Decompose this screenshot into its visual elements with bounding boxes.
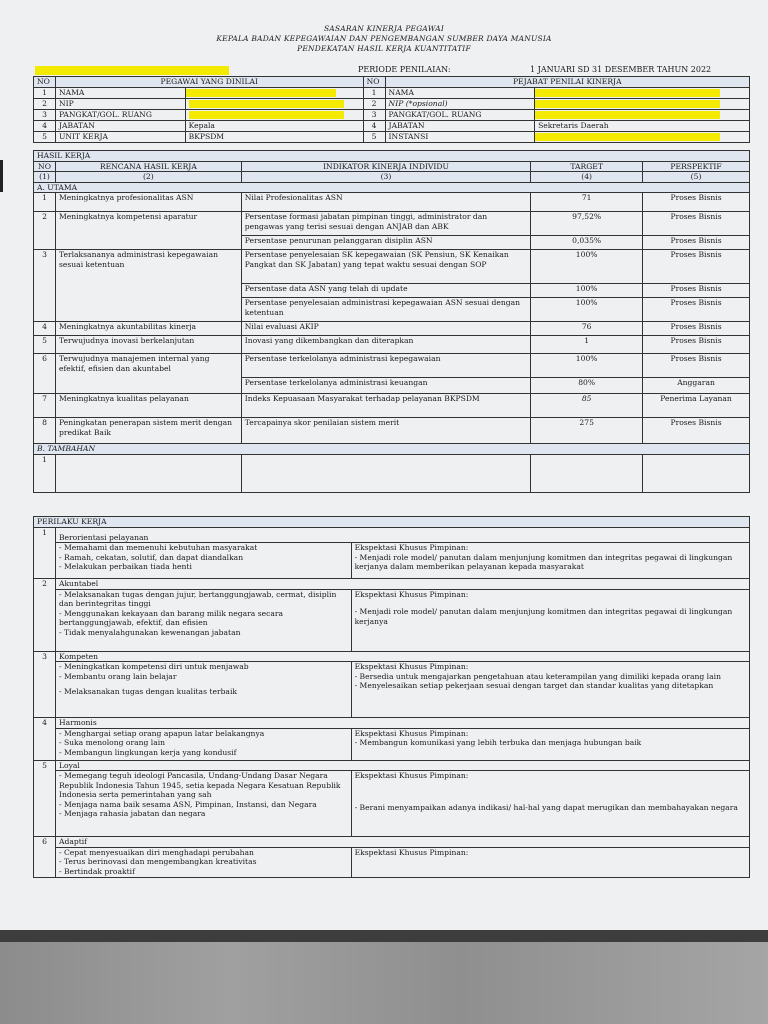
item-perspektif: Proses Bisnis xyxy=(643,250,750,284)
pejabat-value xyxy=(535,110,750,121)
scan-edge-mark xyxy=(0,160,3,192)
item-perspektif: Proses Bisnis xyxy=(643,193,750,212)
pejabat-label: JABATAN xyxy=(385,121,535,132)
perilaku-name: Harmonis xyxy=(55,718,749,729)
item-target: 71 xyxy=(531,193,643,212)
perilaku-point: - Suka menolong orang lain xyxy=(58,738,166,747)
item-perspektif: Penerima Layanan xyxy=(643,394,750,418)
item-target: 85 xyxy=(531,394,643,418)
perilaku-name: Kompeten xyxy=(55,651,749,662)
item-indikator: Inovasi yang dikembangkan dan diterapkan xyxy=(241,336,531,354)
item-target: 0,035% xyxy=(531,236,643,250)
ekspektasi-text: - Menjadi role model/ panutan dalam menjunjung komitmen dan integritas pegawai di lingkungan kerjanya dalam memberikan pelayanan kepada masyarakat xyxy=(354,552,733,571)
pejabat-title: PEJABAT PENILAI KINERJA xyxy=(385,77,749,88)
ekspektasi-label: Ekspektasi Khusus Pimpinan: xyxy=(354,589,469,599)
pejabat-label: NAMA xyxy=(385,88,535,99)
item-rencana: Terlaksananya administrasi kepegawaian sesuai ketentuan xyxy=(55,250,241,322)
col-header-perspektif: PERSPEKTIF xyxy=(643,161,750,172)
perilaku-no: 4 xyxy=(34,718,56,761)
item-perspektif: Proses Bisnis xyxy=(643,212,750,236)
item-perspektif: Anggaran xyxy=(643,378,750,394)
perilaku-ekspektasi xyxy=(351,589,749,651)
item-indikator: Nilai Profesionalitas ASN xyxy=(241,193,531,212)
item-no: 1 xyxy=(34,193,56,212)
row-no: 2 xyxy=(363,99,385,110)
highlight-redacted xyxy=(35,66,229,75)
item-target: 100% xyxy=(531,354,643,378)
perilaku-points xyxy=(55,589,351,651)
col-header-no: NO xyxy=(34,161,56,172)
pejabat-value xyxy=(535,99,750,110)
pejabat-value xyxy=(535,88,750,99)
tambahan-indikator xyxy=(241,454,531,492)
doc-approach: PENDEKATAN HASIL KERJA KUANTITATIF xyxy=(297,44,471,53)
perilaku-point: - Membangun lingkungan kerja yang kondusif xyxy=(58,747,237,757)
row-no: 4 xyxy=(363,121,385,132)
item-indikator: Persentase penyelesaian administrasi kepegawaian ASN sesuai dengan ketentuan xyxy=(241,298,531,322)
identity-table xyxy=(33,76,750,143)
row-no: 2 xyxy=(34,99,56,110)
hasil-kerja-title: HASIL KERJA xyxy=(34,151,750,162)
perilaku-no: 3 xyxy=(34,651,56,718)
row-no: 4 xyxy=(34,121,56,132)
col-no: NO xyxy=(34,77,56,88)
row-no: 5 xyxy=(363,132,385,143)
perilaku-ekspektasi xyxy=(351,847,749,877)
pejabat-label: NIP (*opsional) xyxy=(385,99,535,110)
item-rencana: Meningkatnya kompetensi aparatur xyxy=(55,212,241,250)
perilaku-point: - Membantu orang lain belajar xyxy=(58,671,177,681)
item-no: 3 xyxy=(34,250,56,322)
ekspektasi-label: Ekspektasi Khusus Pimpinan: xyxy=(354,662,469,671)
pegawai-label: NIP xyxy=(55,99,185,110)
item-indikator: Tercapainya skor penilaian sistem merit xyxy=(241,418,531,444)
item-no: 8 xyxy=(34,418,56,444)
item-target: 80% xyxy=(531,378,643,394)
perilaku-name: Adaptif xyxy=(55,837,749,848)
item-indikator: Persentase terkelolanya administrasi keuangan xyxy=(241,378,531,394)
ekspektasi-text: - Menyelesaikan setiap pekerjaan sesuai dengan target dan standar kualitas yang ditetapkan xyxy=(354,681,714,690)
ekspektasi-text: - Bersedia untuk mengajarkan pengetahuan atau keterampilan yang dimiliki kepada orang lain xyxy=(354,671,721,681)
item-target: 97,52% xyxy=(531,212,643,236)
scan-background xyxy=(0,942,768,1024)
item-rencana: Peningkatan penerapan sistem merit dengan predikat Baik xyxy=(55,418,241,444)
ekspektasi-label: Ekspektasi Khusus Pimpinan: xyxy=(354,847,469,857)
perilaku-ekspektasi xyxy=(351,543,749,579)
col-no: NO xyxy=(363,77,385,88)
item-rencana: Terwujudnya inovasi berkelanjutan xyxy=(55,336,241,354)
doc-subtitle: KEPALA BADAN KEPEGAWAIAN DAN PENGEMBANGAN SUMBER DAYA MANUSIA xyxy=(216,34,552,43)
perilaku-points xyxy=(55,847,351,877)
col-num: (4) xyxy=(531,172,643,183)
perilaku-point: - Bertindak proaktif xyxy=(58,866,135,876)
perilaku-point: - Cepat menyesuaikan diri menghadapi perubahan xyxy=(58,847,254,857)
perilaku-point: - Memegang teguh ideologi Pancasila, Undang-Undang Dasar Negara Republik Indonesia Tahun 1945, setia kepada Negara Kesatuan Republik Indonesia serta pemerintahan yang sah xyxy=(58,771,341,799)
perilaku-point: - Menjaga rahasia jabatan dan negara xyxy=(58,809,206,818)
item-perspektif: Proses Bisnis xyxy=(643,322,750,336)
item-indikator: Persentase formasi jabatan pimpinan tinggi, administrator dan pengawas yang terisi sesuai dengan ANJAB dan ABK xyxy=(241,212,531,236)
item-target: 76 xyxy=(531,322,643,336)
item-no: 2 xyxy=(34,212,56,250)
row-no: 3 xyxy=(34,110,56,121)
perilaku-point: - Melakukan perbaikan tiada henti xyxy=(58,562,192,571)
period-label: PERIODE PENILAIAN: xyxy=(358,65,451,74)
perilaku-no: 2 xyxy=(34,579,56,652)
tambahan-perspektif xyxy=(643,454,750,492)
perilaku-name: Akuntabel xyxy=(55,579,749,590)
pejabat-label: PANGKAT/GOL. RUANG xyxy=(385,110,535,121)
item-perspektif: Proses Bisnis xyxy=(643,298,750,322)
item-perspektif: Proses Bisnis xyxy=(643,418,750,444)
pegawai-value xyxy=(185,88,363,99)
perilaku-point: - Memahami dan memenuhi kebutuhan masyarakat xyxy=(58,543,258,552)
perilaku-ekspektasi xyxy=(351,728,749,760)
perilaku-name: Berorientasi pelayanan xyxy=(55,527,749,543)
perilaku-name: Loyal xyxy=(55,760,749,771)
item-indikator: Persentase data ASN yang telah di update xyxy=(241,284,531,298)
item-perspektif: Proses Bisnis xyxy=(643,354,750,378)
col-header-target: TARGET xyxy=(531,161,643,172)
ekspektasi-text: - Berani menyampaikan adanya indikasi/ hal-hal yang dapat merugikan dan membahayakan negara xyxy=(354,802,738,812)
col-header-rencana: RENCANA HASIL KERJA xyxy=(55,161,241,172)
perilaku-points xyxy=(55,728,351,760)
perilaku-point: - Meningkatkan kompetensi diri untuk menjawab xyxy=(58,662,249,671)
section-utama: A. UTAMA xyxy=(34,182,750,193)
perilaku-no: 6 xyxy=(34,837,56,878)
col-header-indikator: INDIKATOR KINERJA INDIVIDU xyxy=(241,161,531,172)
col-num: (2) xyxy=(55,172,241,183)
perilaku-point: - Terus berinovasi dan mengembangkan kreativitas xyxy=(58,857,257,866)
row-no: 1 xyxy=(363,88,385,99)
item-target: 100% xyxy=(531,298,643,322)
row-no: 3 xyxy=(363,110,385,121)
pegawai-label: JABATAN xyxy=(55,121,185,132)
perilaku-no: 5 xyxy=(34,760,56,837)
perilaku-ekspektasi xyxy=(351,662,749,718)
item-no: 5 xyxy=(34,336,56,354)
item-no: 6 xyxy=(34,354,56,394)
perilaku-point: - Melaksanakan tugas dengan jujur, bertanggungjawab, cermat, disiplin dan berintegritas tinggi xyxy=(58,589,337,608)
tambahan-target xyxy=(531,454,643,492)
pegawai-value xyxy=(185,99,363,110)
pegawai-label: UNIT KERJA xyxy=(55,132,185,143)
pegawai-value: Kepala xyxy=(185,121,363,132)
col-num: (3) xyxy=(241,172,531,183)
ekspektasi-text: - Membangun komunikasi yang lebih terbuka dan menjaga hubungan baik xyxy=(354,738,642,747)
perilaku-points xyxy=(55,662,351,718)
item-target: 100% xyxy=(531,284,643,298)
perilaku-point: - Tidak menyalahgunakan kewenangan jabatan xyxy=(58,627,241,637)
item-rencana: Meningkatnya profesionalitas ASN xyxy=(55,193,241,212)
item-rencana: Terwujudnya manajemen internal yang efektif, efisien dan akuntabel xyxy=(55,354,241,394)
pejabat-value xyxy=(535,132,750,143)
item-no: 4 xyxy=(34,322,56,336)
ekspektasi-label: Ekspektasi Khusus Pimpinan: xyxy=(354,543,469,552)
row-no: 1 xyxy=(34,88,56,99)
item-no: 7 xyxy=(34,394,56,418)
row-no: 5 xyxy=(34,132,56,143)
item-perspektif: Proses Bisnis xyxy=(643,236,750,250)
ekspektasi-label: Ekspektasi Khusus Pimpinan: xyxy=(354,771,469,780)
perilaku-point: - Melaksanakan tugas dengan kualitas terbaik xyxy=(58,687,237,696)
item-target: 275 xyxy=(531,418,643,444)
perilaku-no: 1 xyxy=(34,527,56,579)
hasil-kerja-table xyxy=(33,150,750,493)
pegawai-value xyxy=(185,110,363,121)
item-indikator: Nilai evaluasi AKIP xyxy=(241,322,531,336)
period-value: 1 JANUARI SD 31 DESEMBER TAHUN 2022 xyxy=(530,65,712,74)
pegawai-value: BKPSDM xyxy=(185,132,363,143)
item-target: 100% xyxy=(531,250,643,284)
item-no: 1 xyxy=(34,454,56,492)
scan-bottom-band xyxy=(0,930,768,1024)
scan-shadow xyxy=(0,930,768,942)
perilaku-points xyxy=(55,771,351,837)
pejabat-value: Sekretaris Daerah xyxy=(535,121,750,132)
ekspektasi-label: Ekspektasi Khusus Pimpinan: xyxy=(354,728,469,738)
col-num: (1) xyxy=(34,172,56,183)
doc-title: SASARAN KINERJA PEGAWAI xyxy=(323,24,445,33)
item-rencana: Meningkatnya akuntabilitas kinerja xyxy=(55,322,241,336)
perilaku-point: - Menggunakan kekayaan dan barang milik negara secara bertanggungjawab, efektif, dan efisien xyxy=(58,608,284,627)
perilaku-title: PERILAKU KERJA xyxy=(34,517,750,528)
item-rencana: Meningkatnya kualitas pelayanan xyxy=(55,394,241,418)
col-num: (5) xyxy=(643,172,750,183)
item-indikator: Persentase penurunan pelanggaran disiplin ASN xyxy=(241,236,531,250)
pegawai-label: PANGKAT/GOL. RUANG xyxy=(55,110,185,121)
section-tambahan: B. TAMBAHAN xyxy=(34,444,750,455)
item-target: 1 xyxy=(531,336,643,354)
item-indikator: Indeks Kepuasaan Masyarakat terhadap pelayanan BKPSDM xyxy=(241,394,531,418)
pegawai-title: PEGAWAI YANG DINILAI xyxy=(55,77,363,88)
item-perspektif: Proses Bisnis xyxy=(643,284,750,298)
item-perspektif: Proses Bisnis xyxy=(643,336,750,354)
perilaku-point: - Menghargai setiap orang apapun latar belakangnya xyxy=(58,728,265,738)
perilaku-kerja-table xyxy=(33,516,750,878)
item-indikator: Persentase penyelesaian SK kepegawaian (SK Pensiun, SK Kenaikan Pangkat dan SK Jabatan) yang tepat waktu sesuai dengan SOP xyxy=(241,250,531,284)
perilaku-point: - Ramah, cekatan, solutif, dan dapat diandalkan xyxy=(58,552,244,562)
perilaku-point: - Menjaga nama baik sesama ASN, Pimpinan, Instansi, dan Negara xyxy=(58,799,317,809)
item-indikator: Persentase terkelolanya administrasi kepegawaian xyxy=(241,354,531,378)
ekspektasi-text: - Menjadi role model/ panutan dalam menjunjung komitmen dan integritas pegawai di lingkungan kerjanya xyxy=(354,607,733,626)
pejabat-label: INSTANSI xyxy=(385,132,535,143)
perilaku-ekspektasi xyxy=(351,771,749,837)
tambahan-rencana xyxy=(55,454,241,492)
pegawai-label: NAMA xyxy=(55,88,185,99)
perilaku-points xyxy=(55,543,351,579)
